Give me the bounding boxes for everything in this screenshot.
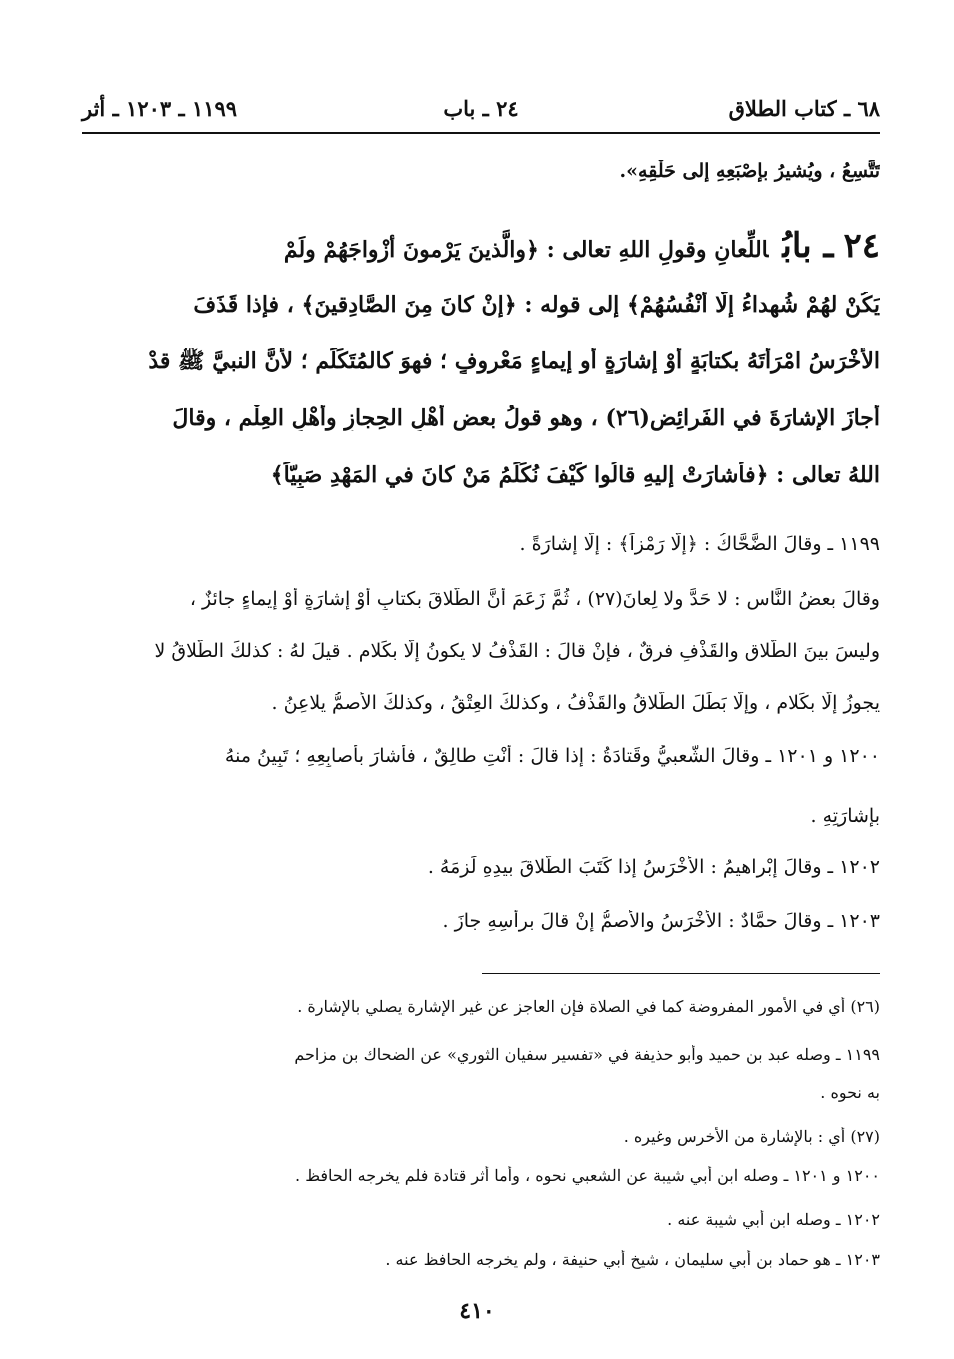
- footnote-27: (٢٧) أي : بالإشارة من الأخرس وغيره .: [623, 1127, 880, 1146]
- footnote-1199-continued: به نحوه .: [820, 1083, 880, 1102]
- narration-1199: ١١٩٩ ـ وقالَ الضَّحَّاكُ : ﴿إلَّا رَمْزاً﴾ : إلَّا إشارَةً .: [519, 533, 880, 555]
- header-narration-range: ١١٩٩ ـ ١٢٠٣ ـ أثر: [82, 96, 238, 121]
- chapter-text-line-3: الأَخْرَسُ امْرَأتَهُ بكتابَةٍ أَوْ إشارَةٍ أو إيماءٍ مَعْروفٍ ؛ فهوَ كالمُتَكَلِّمِ ؛ لأنَّ النبيَّ ﷺ قدْ: [148, 348, 880, 374]
- header-divider: [82, 132, 880, 134]
- footnote-divider: [482, 973, 880, 974]
- chapter-text-line-2: يَكُنْ لهُمْ شُهداءُ إلَّا أَنْفُسُهُمْ﴾ إلى قوله : ﴿إنْ كانَ مِنَ الصَّادِقينَ﴾ ، فإذا قَذَفَ: [193, 292, 880, 318]
- chapter-word: ـ بابُ: [782, 226, 834, 266]
- chapter-number: ٢٤: [843, 226, 880, 266]
- narration-1203: ١٢٠٣ ـ وقالَ حمَّادٌ : الأَخْرَسُ والأصمُّ إنْ قالَ برأْسِهِ جازَ .: [442, 910, 880, 932]
- narration-1200-1201-continued: بإشارَتِهِ .: [810, 805, 880, 827]
- footnote-1202: ١٢٠٢ ـ وصله ابن أبي شيبة عنه .: [667, 1210, 880, 1229]
- body-paragraph-line-1: وقالَ بعضُ النَّاسِ : لا حَدَّ ولا لِعانَ(٢٧) ، ثُمَّ زَعَمَ أنَّ الطَّلاقَ بكتابٍ أوْ إشارَةٍ أوْ إيماءٍ جائزٌ ،: [189, 588, 880, 610]
- chapter-text-line-5: اللهُ تعالى : ﴿فأَشارَتْ إليهِ قالُوا كَيْفَ نُكَلِّمُ مَنْ كانَ في المَهْدِ صَبِيّاً﴾: [270, 462, 880, 488]
- narration-1200-1201: ١٢٠٠ و ١٢٠١ ـ وقالَ الشَّعبيُّ وقَتادَةُ : إذا قالَ : أَنْتِ طالِقٌ ، فأشارَ بأصابِعِهِ ؛ تَبِينُ منهُ: [224, 745, 880, 767]
- body-paragraph-line-2: وليسَ بينَ الطَّلاقِ والقَذْفِ فرقٌ ، فإنْ قالَ : القَذْفُ لا يكونُ إلَّا بكَلامٍ . قيلَ لهُ : كذلكَ الطَّلاقُ لا: [154, 640, 880, 662]
- body-paragraph-line-3: يجوزُ إلَّا بكَلامٍ ، وإلَّا بَطَلَ الطَّلاقُ والقَذْفُ ، وكذلكَ العِتْقُ ، وكذلكَ الأصمُّ يلاعِنُ .: [271, 692, 880, 714]
- chapter-text-line-4: أجازَ الإِشارَةَ في الفَرائِضِ(٢٦) ، وهو قولُ بعضِ أَهْلِ الحِجازِ وأَهْلِ العِلْمِ ، وقالَ: [172, 405, 880, 431]
- page-number: ٤١٠: [459, 1298, 495, 1324]
- chapter-heading-line: [82, 226, 880, 267]
- intro-line: تَتَّسِعُ ، ويُشيرُ بإصْبَعِهِ إلى حَلْقِهِ».: [619, 160, 880, 182]
- footnote-1200-1201: ١٢٠٠ و ١٢٠١ ـ وصله ابن أبي شيبة عن الشعبي نحوه ، وأما أثر قتادة فلم يخرجه الحافظ .: [295, 1166, 880, 1185]
- footnote-26: (٢٦) أي في الأمور المفروضة كما في الصلاة فإن العاجز عن غير الإشارة يصلي بالإشارة .: [297, 997, 880, 1016]
- header-chapter: ٢٤ ـ باب: [443, 96, 519, 121]
- chapter-text-line-1: اللِّعانِ وقولِ اللهِ تعالى : ﴿والَّذينَ يَرْمونَ أزْواجَهُمْ ولَمْ: [283, 237, 769, 263]
- footnote-1203: ١٢٠٣ ـ هو حماد بن أبي سليمان ، شيخ أبي حنيفة ، ولم يخرجه الحافظ عنه .: [385, 1250, 880, 1269]
- running-header: [82, 96, 880, 128]
- narration-1202: ١٢٠٢ ـ وقالَ إبْراهيمُ : الأَخْرَسُ إذا كَتَبَ الطَّلاقَ بيدِهِ لَزِمَهُ .: [427, 856, 880, 878]
- footnote-1199: ١١٩٩ ـ وصله عبد بن حميد وأبو حذيفة في «تفسير سفيان الثوري» عن الضحاك بن مزاحم: [294, 1045, 880, 1064]
- header-book-title: ٦٨ ـ كتاب الطلاق: [728, 96, 880, 121]
